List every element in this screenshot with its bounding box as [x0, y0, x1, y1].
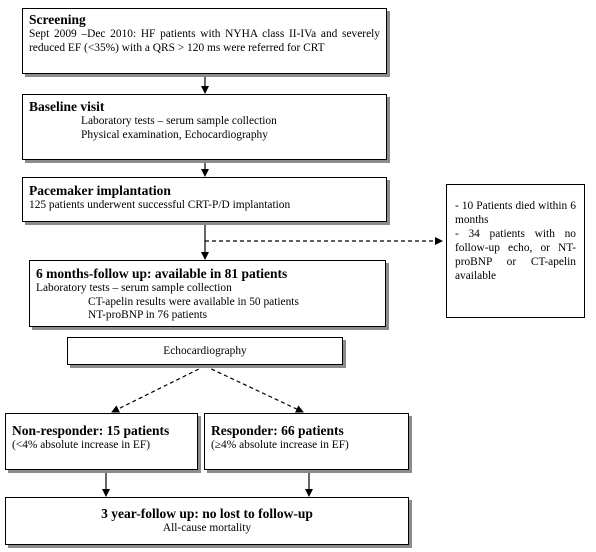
followup-3-year-text: All-cause mortality	[162, 522, 252, 534]
followup-3-year-box	[5, 497, 409, 545]
nonresponder-box	[5, 413, 198, 470]
pacemaker-title: Pacemaker implantation	[29, 183, 171, 198]
responder-text: (≥4% absolute increase in EF)	[211, 439, 349, 451]
followup-6-months-line-1: Laboratory tests – serum sample collection	[36, 282, 232, 294]
nonresponder-title: Non-responder: 15 patients	[12, 423, 170, 438]
exclusion-text: - 10 Patients died within 6 months - 34 patients with no follow-up echo, or NT-proBNP or CT-apelin available	[455, 200, 576, 282]
followup-3-year-title: 3 year-follow up: no lost to follow-up	[101, 506, 313, 521]
responder-title: Responder: 66 patients	[211, 423, 344, 438]
exclusion-box	[446, 184, 585, 318]
followup-6-months-line-3: NT-proBNP in 76 patients	[88, 309, 208, 321]
responder-box	[204, 413, 409, 470]
echocardiography-box	[67, 337, 343, 365]
followup-6-months-line-2: CT-apelin results were available in 50 patients	[88, 295, 299, 308]
screening-text: Sept 2009 –Dec 2010: HF patients with NYHA class II-IVa and severely reduced EF (<35%) with a QRS > 120 ms were referred for CRT	[29, 28, 380, 54]
arrow-dashed-to-responder	[205, 366, 303, 412]
arrow-dashed-to-nonresponder	[112, 366, 205, 412]
pacemaker-text: 125 patients underwent successful CRT-P/D implantation	[29, 199, 291, 211]
baseline-line-2: Physical examination, Echocardiography	[81, 128, 268, 141]
screening-title: Screening	[29, 12, 86, 27]
baseline-title: Baseline visit	[29, 99, 105, 114]
screening-box	[22, 8, 387, 74]
baseline-line-1: Laboratory tests – serum sample collection	[81, 115, 277, 127]
echocardiography-label: Echocardiography	[163, 345, 247, 357]
pacemaker-box	[22, 177, 387, 222]
nonresponder-text: (<4% absolute increase in EF)	[12, 439, 151, 451]
followup-6-months-box	[29, 260, 386, 327]
followup-6-months-title: 6 months-follow up: available in 81 patients	[36, 266, 288, 281]
baseline-box	[22, 94, 387, 160]
